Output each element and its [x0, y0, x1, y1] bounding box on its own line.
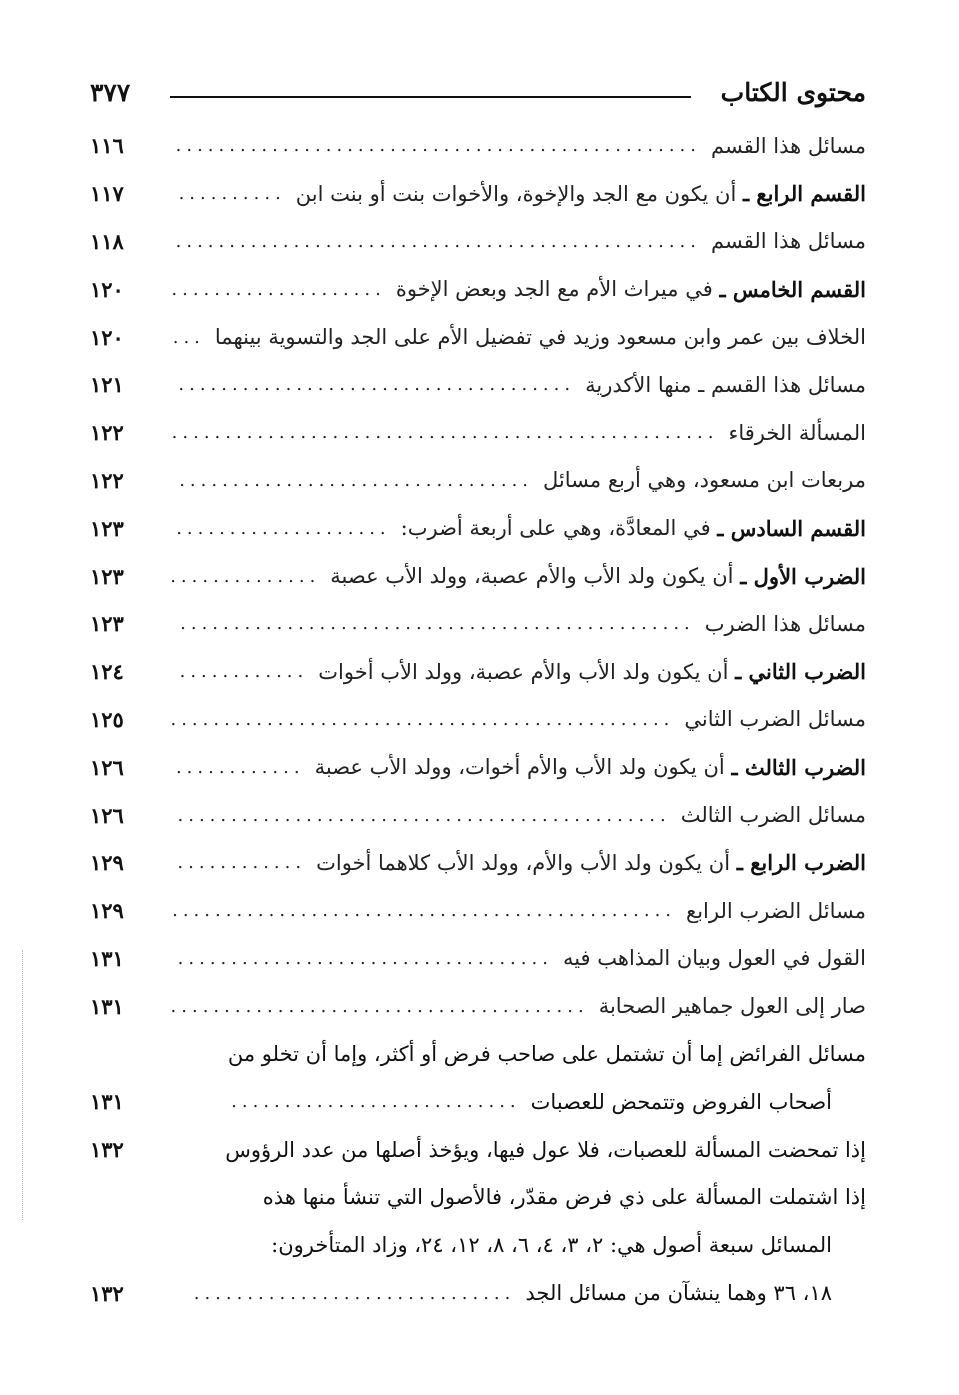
toc-entry-text: في المعادَّة، وهي على أربعة أضرب: [400, 516, 711, 541]
toc-row [90, 743, 866, 791]
toc-page-number: ١٢٥ [90, 706, 124, 732]
toc-entry [176, 743, 866, 791]
toc-row [90, 122, 866, 170]
toc-entry-spacer [711, 516, 718, 540]
toc-entry-text: القول في العول وبيان المذاهب فيه [562, 946, 866, 971]
toc-page-number: ١٣١ [90, 945, 124, 971]
toc-entry [179, 457, 866, 505]
toc-row [90, 313, 866, 361]
dot-leader: ............ [177, 852, 307, 874]
toc-entry-text: أن يكون ولد الأب والأم عصبة، وولد الأب أخوات [318, 659, 729, 684]
dot-leader: ................................... [177, 947, 553, 969]
toc-entry-heading: الضرب الثاني ـ [735, 659, 866, 685]
toc-entry-text: مسائل الضرب الرابع [686, 898, 866, 923]
dot-leader: .............................. [193, 1282, 516, 1304]
toc-entry [178, 361, 866, 409]
toc-entry-heading: الضرب الرابع ـ [736, 850, 866, 876]
table-of-contents [90, 122, 866, 1317]
toc-row [90, 504, 866, 552]
toc-entry-heading: الضرب الثالث ـ [731, 754, 866, 780]
toc-row [90, 265, 866, 313]
toc-entry-spacer [725, 755, 732, 779]
toc-block2-line2-text: إذا اشتملت المسألة على ذي فرض مقدّر، فالأصول التي تنشأ منها هذه [262, 1185, 866, 1210]
toc-page-number: ١٢٠ [90, 324, 124, 350]
toc-page-number: ١١٧ [90, 181, 124, 207]
toc-entry [231, 1078, 832, 1126]
toc-row [90, 982, 866, 1030]
toc-entry-text: مسائل هذا القسم [711, 133, 866, 158]
dot-leader: ....................................... [170, 995, 589, 1017]
toc-page-number: ١٢٩ [90, 898, 124, 924]
dot-leader: .............................................. [177, 804, 671, 826]
dot-leader: ..................................... [178, 374, 576, 396]
toc-row [90, 170, 866, 218]
toc-entry [194, 1269, 832, 1317]
toc-row [90, 648, 866, 696]
header-page-number: ٣٧٧ [90, 78, 131, 107]
toc-row [90, 839, 866, 887]
toc-entry [271, 1221, 832, 1269]
toc-page-number: ١٣٢ [90, 1137, 124, 1163]
toc-entry [180, 600, 866, 648]
toc-page-number: ١٢٢ [90, 420, 124, 446]
toc-entry [170, 552, 866, 600]
toc-entry-text: أن يكون ولد الأب والأم عصبة، وولد الأب عصبة [330, 564, 734, 589]
toc-page-number: ١٢٦ [90, 754, 124, 780]
toc-entry [176, 504, 866, 552]
toc-row-block1-a [90, 1030, 866, 1078]
dot-leader: ................................. [179, 469, 534, 491]
toc-block1-line1 [90, 1030, 866, 1078]
toc-row [90, 361, 866, 409]
toc-block2-line1-text: إذا تمحضت المسألة للعصبات، فلا عول فيها، ويؤخذ أصلها من عدد الرؤوس [225, 1137, 866, 1162]
toc-entry-text: مسائل هذا الضرب [704, 611, 866, 636]
toc-entry-heading: القسم الرابع ـ [742, 181, 866, 207]
toc-page-number: ١٢٠ [90, 276, 124, 302]
toc-block1-line2-text: أصحاب الفروض وتتمحض للعصبات [530, 1089, 832, 1114]
toc-entry [176, 122, 866, 170]
toc-row-block2-a [90, 1126, 866, 1174]
dot-leader: .............. [170, 565, 321, 587]
toc-entry [171, 982, 866, 1030]
toc-entry-text: مسائل هذا القسم ـ منها الأكدرية [585, 372, 866, 397]
toc-entry [179, 170, 866, 218]
toc-entry-text: مسائل الضرب الثالث [680, 803, 866, 828]
toc-entry-text: أن يكون ولد الأب والأم، وولد الأب كلاهما أخوات [316, 850, 731, 875]
toc-entry-text: مسائل الضرب الثاني [684, 707, 866, 732]
dot-leader: .................... [176, 517, 391, 539]
toc-entry-text: صار إلى العول جماهير الصحابة [598, 994, 866, 1019]
toc-entry [177, 839, 866, 887]
toc-entry-spacer [713, 277, 720, 301]
toc-entry [173, 313, 866, 361]
toc-page-number: ١٣١ [90, 993, 124, 1019]
toc-page-number: ١٢١ [90, 372, 124, 398]
toc-page-number: ١٣٢ [90, 1280, 124, 1306]
toc-page-number: ١٢٣ [90, 563, 124, 589]
dot-leader: ............ [179, 661, 309, 683]
dot-leader: ................................................. [175, 135, 702, 157]
toc-row [90, 887, 866, 935]
dot-leader: ... [172, 326, 205, 348]
toc-entry-text: في ميراث الأم مع الجد وبعض الإخوة [395, 277, 713, 302]
toc-page-number: ١٢٦ [90, 802, 124, 828]
toc-entry-text: المسألة الخرقاء [728, 420, 866, 445]
toc-entry-text: مسائل هذا القسم [711, 229, 866, 254]
toc-page-number: ١٢٤ [90, 659, 124, 685]
toc-entry [170, 696, 866, 744]
header-rule [170, 96, 691, 98]
dot-leader: .......... [178, 183, 286, 205]
toc-row [90, 600, 866, 648]
dot-leader: ................................................. [175, 230, 702, 252]
toc-block2-line2 [90, 1174, 866, 1222]
toc-page-number: ١٢٢ [90, 467, 124, 493]
toc-row [90, 696, 866, 744]
toc-entry-text: أن يكون مع الجد والإخوة، والأخوات بنت أو بنت ابن [295, 181, 737, 206]
toc-row-block2-d [90, 1269, 866, 1317]
toc-block2-line4-text: ١٨، ٣٦ وهما ينشآن من مسائل الجد [525, 1281, 832, 1306]
toc-entry [176, 218, 866, 266]
toc-entry-heading: القسم الخامس ـ [719, 276, 866, 302]
toc-block2-line3-text: المسائل سبعة أصول هي: ٢، ٣، ٤، ٦، ٨، ١٢، ٢٤، وزاد المتأخرون: [271, 1233, 832, 1258]
toc-entry-spacer [734, 564, 741, 588]
toc-page-number: ١٣١ [90, 1089, 124, 1115]
toc-page-number: ١١٦ [90, 133, 124, 159]
toc-entry-spacer [730, 851, 737, 875]
dot-leader: ........................... [231, 1091, 521, 1113]
toc-row [90, 218, 866, 266]
toc-page-number: ١٢٩ [90, 850, 124, 876]
toc-row [90, 935, 866, 983]
toc-row-block2-b [90, 1174, 866, 1222]
dot-leader: ................................................... [171, 422, 719, 444]
toc-entry-spacer [728, 660, 735, 684]
toc-page-number: ١١٨ [90, 228, 124, 254]
toc-entry [180, 648, 866, 696]
toc-row-block1-b [90, 1078, 866, 1126]
toc-entry [172, 409, 866, 457]
toc-entry-text: مربعات ابن مسعود، وهي أربع مسائل [543, 468, 866, 493]
running-header [90, 72, 866, 116]
toc-row [90, 409, 866, 457]
toc-entry [178, 791, 866, 839]
dot-leader: ............................................... [172, 900, 677, 922]
scan-margin-mark [22, 950, 23, 1220]
toc-entry-heading: الضرب الأول ـ [740, 563, 866, 589]
toc-entry-heading: القسم السادس ـ [717, 515, 866, 541]
toc-row-block2-c [90, 1221, 866, 1269]
toc-entry [172, 887, 866, 935]
toc-row [90, 457, 866, 505]
toc-entry [225, 1126, 866, 1174]
header-title: محتوى الكتاب [720, 78, 866, 107]
toc-entry-text: الخلاف بين عمر وابن مسعود وزيد في تفضيل الأم على الجد والتسوية بينهما [214, 325, 866, 350]
toc-row [90, 552, 866, 600]
toc-page-number: ١٢٣ [90, 611, 124, 637]
dot-leader: ............................................... [170, 708, 675, 730]
toc-row [90, 791, 866, 839]
toc-entry [178, 935, 866, 983]
toc-page-number: ١٢٣ [90, 515, 124, 541]
dot-leader: .................... [171, 278, 386, 300]
toc-block1-line1-text: مسائل الفرائض إما أن تشتمل على صاحب فرض أو أكثر، وإما أن تخلو من [227, 1042, 866, 1067]
toc-entry-spacer [736, 182, 743, 206]
toc-entry [171, 265, 866, 313]
dot-leader: ............ [175, 756, 305, 778]
toc-entry-text: أن يكون ولد الأب والأم أخوات، وولد الأب عصبة [314, 755, 725, 780]
dot-leader: ................................................ [180, 613, 695, 635]
